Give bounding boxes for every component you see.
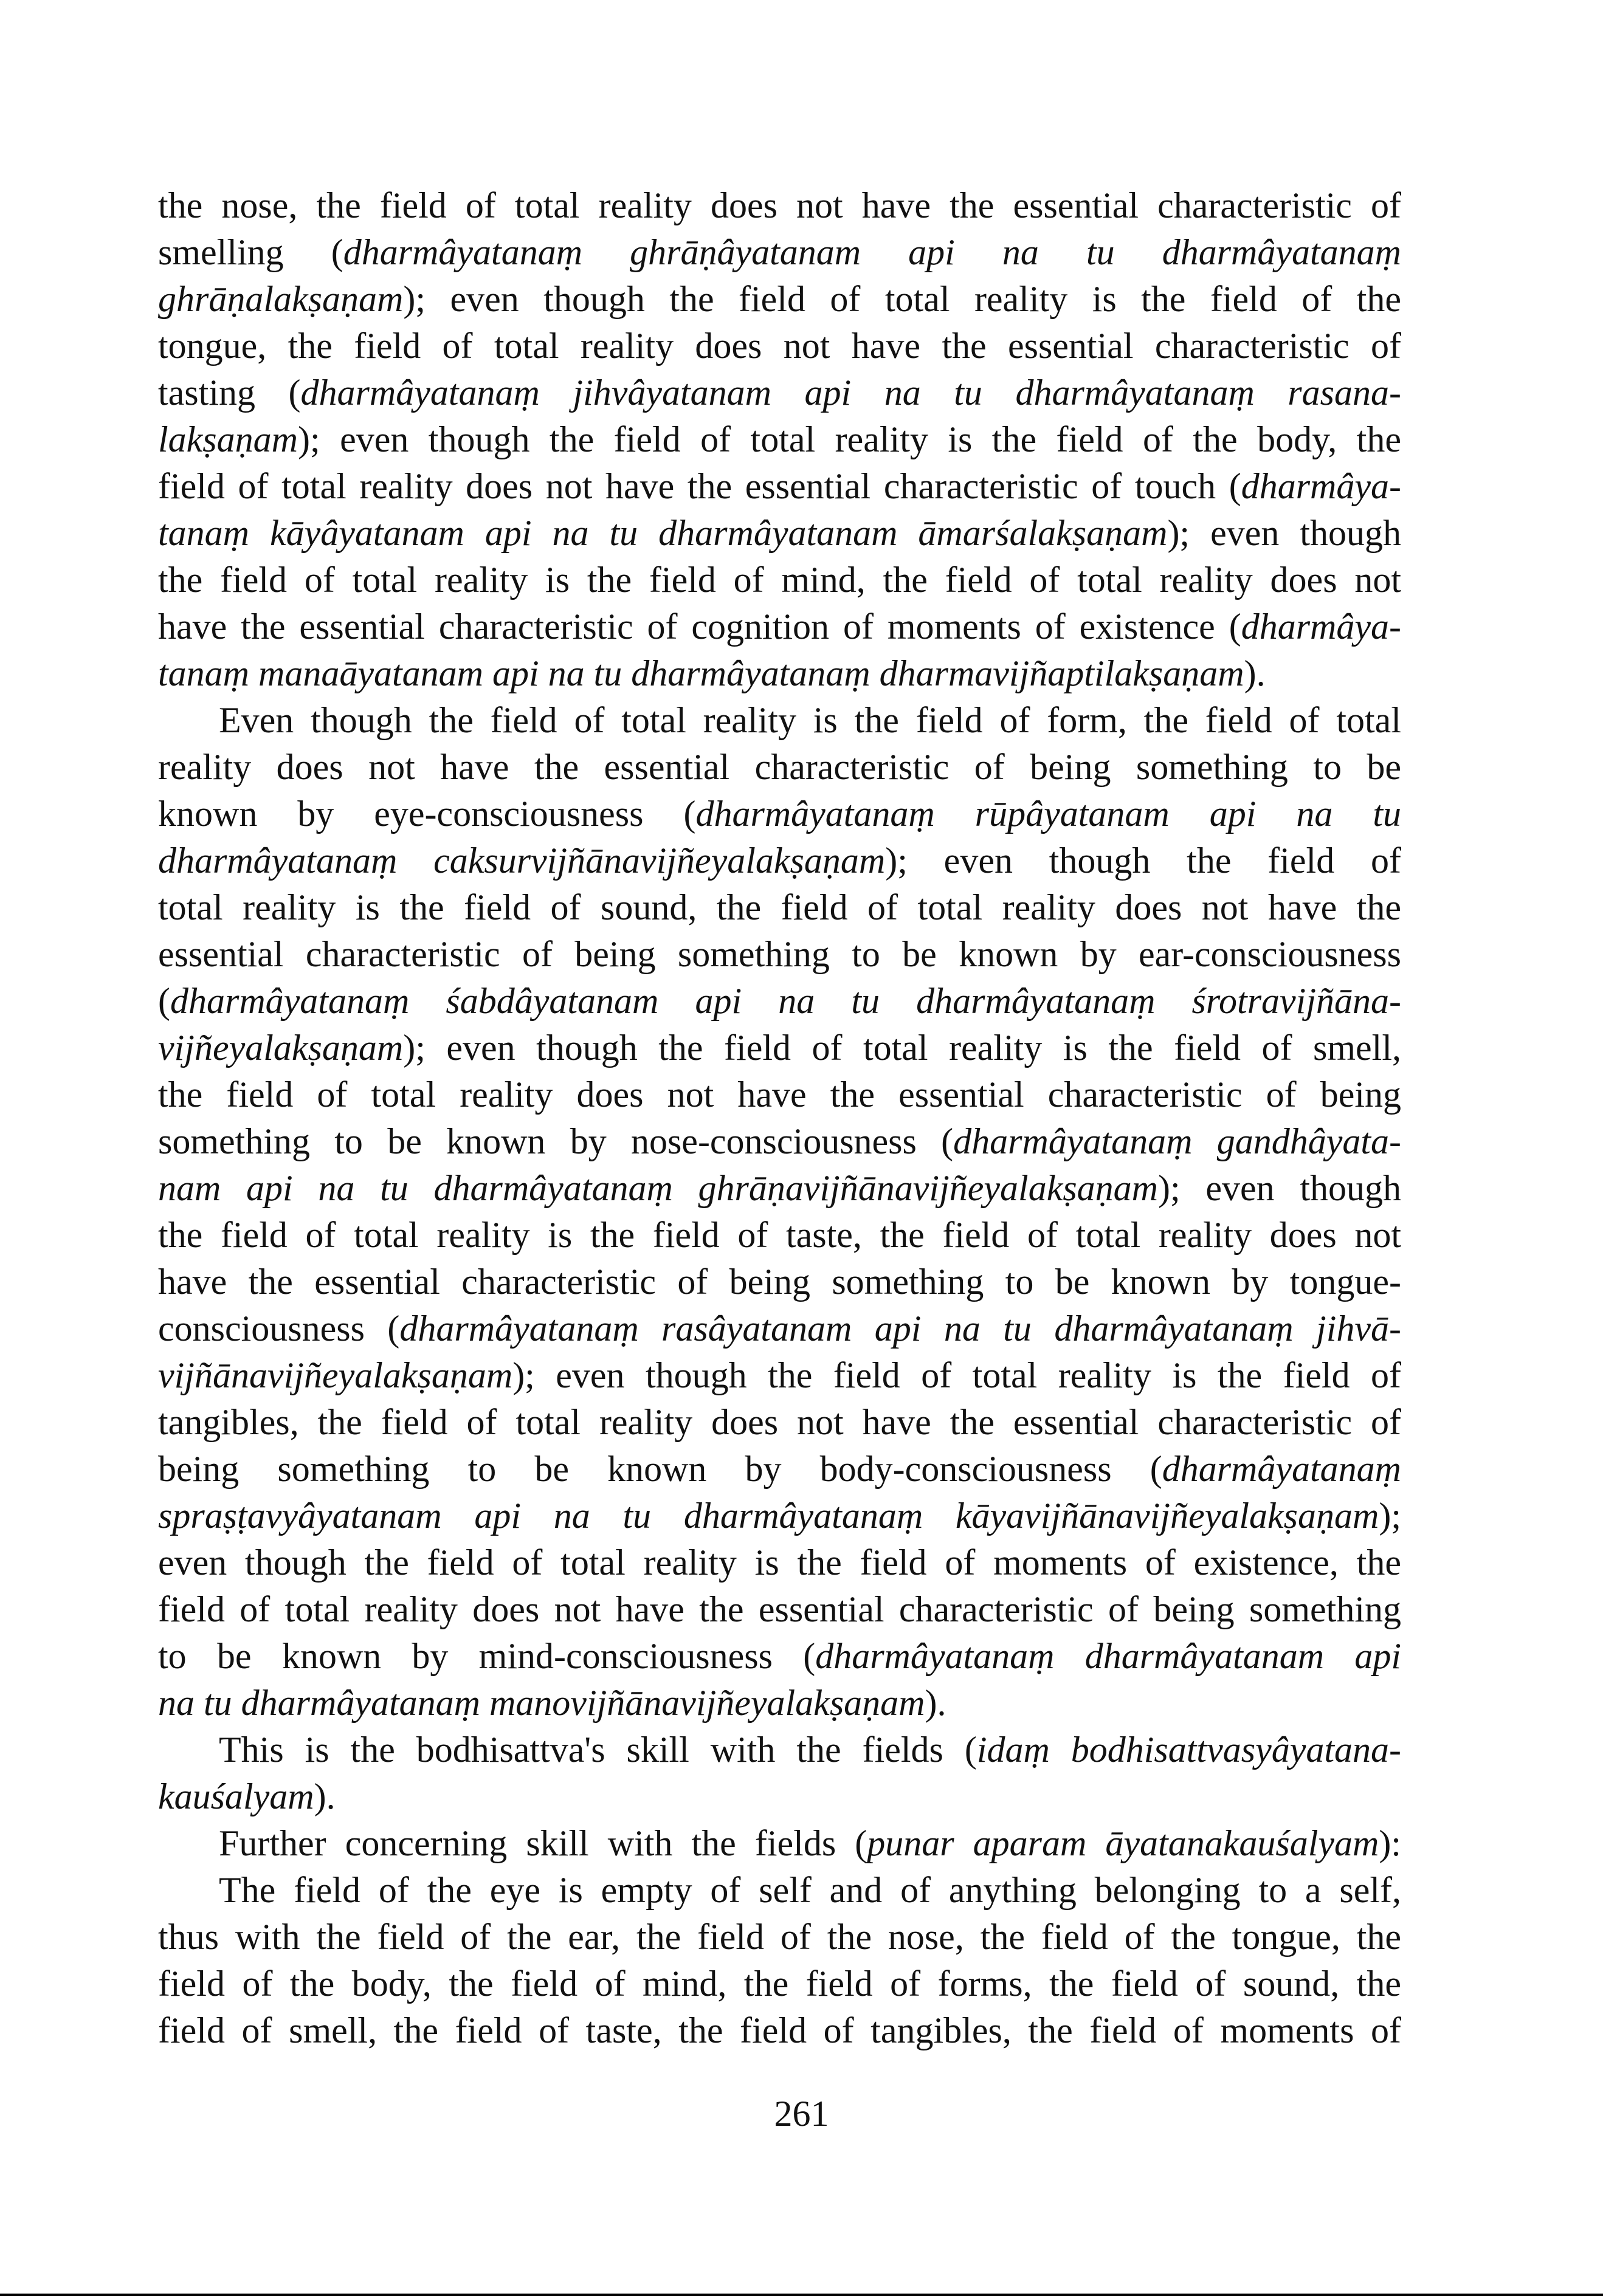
page-number: 261 [774, 2094, 829, 2134]
sanskrit-term: dharmâyatanaṃ jihvâyatanam api na tu dharmâyatanaṃ rasana- [300, 373, 1401, 413]
sanskrit-term: kauśalyam [158, 1776, 314, 1817]
text-line [158, 697, 1401, 744]
sanskrit-term: lakṣaṇam [158, 419, 298, 459]
sanskrit-term: dharmâyatanaṃ caksurvijñānavijñeyalakṣaṇam [158, 840, 886, 881]
text-line [158, 416, 1401, 463]
text-line [158, 1071, 1401, 1118]
sanskrit-term: dharmâyatanaṃ dharmâyatanam api [815, 1636, 1401, 1676]
sanskrit-term: spraṣṭavyâyatanam api na tu dharmâyatanaṃ kāyavijñānavijñeyalakṣaṇam [158, 1496, 1379, 1536]
text-line [158, 884, 1401, 931]
text-line [158, 1118, 1401, 1165]
text-run: tangibles, the field of total reality does not have the essential characteristic of [158, 1402, 1401, 1442]
sanskrit-term: idaṃ bodhisattvasyâyatana- [976, 1730, 1401, 1770]
text-run: have the essential characteristic of cognition of moments of existence ( [158, 607, 1241, 647]
sanskrit-term: dharmâyatanaṃ rasâyatanam api na tu dharmâyatanaṃ jihvā- [399, 1308, 1401, 1349]
sanskrit-term: dharmâyatanaṃ ghrāṇâyatanam api na tu dharmâyatanaṃ [343, 232, 1401, 272]
text-line [158, 276, 1401, 323]
text-line [158, 603, 1401, 650]
text-run: reality does not have the essential characteristic of being something to be [158, 747, 1401, 787]
sanskrit-term: vijñānavijñeyalakṣaṇam [158, 1355, 513, 1395]
text-line [158, 1820, 1401, 1867]
text-run: the field of total reality does not have the essential characteristic of being [158, 1074, 1401, 1115]
text-run: The field of the eye is empty of self and of anything belonging to a self, [219, 1870, 1401, 1910]
text-run: the field of total reality is the field of taste, the field of total reality does not [158, 1215, 1401, 1255]
text-run: something to be known by nose-consciousness ( [158, 1121, 954, 1161]
sanskrit-term: tanaṃ manaāyatanam api na tu dharmâyatanaṃ dharmavijñaptilakṣaṇam [158, 653, 1244, 693]
text-line [158, 1352, 1401, 1399]
text-line [158, 1914, 1401, 1961]
text-run: Further concerning skill with the fields ( [219, 1823, 867, 1863]
text-line [158, 1867, 1401, 1914]
text-run: thus with the field of the ear, the field of the nose, the field of the tongue, the [158, 1917, 1401, 1957]
text-line [158, 1961, 1401, 2007]
text-line [158, 837, 1401, 884]
text-run: ( [158, 981, 170, 1021]
text-line [158, 369, 1401, 416]
text-run: ). [1244, 653, 1266, 693]
text-line [158, 557, 1401, 603]
scan-bottom-edge [0, 2294, 1603, 2296]
text-run: ). [925, 1683, 946, 1723]
text-run: tongue, the field of total reality does not have the essential characteristic of [158, 326, 1401, 366]
text-line [158, 463, 1401, 510]
sanskrit-term: ghrāṇalakṣaṇam [158, 279, 404, 319]
text-line [158, 1539, 1401, 1586]
text-run: field of total reality does not have the essential characteristic of being something [158, 1589, 1401, 1629]
text-run: This is the bodhisattva's skill with the fields ( [219, 1730, 977, 1770]
text-line [158, 1212, 1401, 1259]
text-run: field of smell, the field of taste, the field of tangibles, the field of moments of [158, 2010, 1401, 2050]
text-run: even though the field of total reality is the field of moments of existence, the [158, 1542, 1401, 1583]
text-run: essential characteristic of being something to be known by ear-consciousness [158, 934, 1401, 974]
text-line [158, 1727, 1401, 1773]
text-run: ); [1379, 1496, 1401, 1536]
text-line [158, 978, 1401, 1025]
text-run: known by eye-consciousness ( [158, 794, 696, 834]
text-line [158, 2007, 1401, 2054]
text-run: ); even though [1167, 513, 1401, 553]
body-text [158, 182, 1401, 2054]
text-line [158, 510, 1401, 557]
text-line [158, 744, 1401, 791]
text-run: ); even though the field of [885, 840, 1401, 881]
text-run: smelling ( [158, 232, 343, 272]
text-run: have the essential characteristic of being something to be known by tongue- [158, 1262, 1401, 1302]
sanskrit-term: dharmâyatanaṃ gandhâyata- [953, 1121, 1402, 1161]
text-line [158, 1493, 1401, 1539]
text-run: field of the body, the field of mind, the field of forms, the field of sound, the [158, 1964, 1401, 2004]
text-line [158, 323, 1401, 369]
text-line [158, 229, 1401, 276]
text-run: ). [314, 1776, 336, 1817]
text-run: field of total reality does not have the essential characteristic of touch ( [158, 466, 1241, 506]
sanskrit-term: tanaṃ kāyâyatanam api na tu dharmâyatanam āmarśalakṣaṇam [158, 513, 1168, 553]
text-line [158, 1259, 1401, 1305]
text-line [158, 931, 1401, 978]
text-line [158, 1399, 1401, 1446]
text-run: total reality is the field of sound, the field of total reality does not have the [158, 887, 1401, 927]
text-line [158, 791, 1401, 837]
text-run: ); even though [1158, 1168, 1401, 1208]
text-line [158, 1446, 1401, 1493]
sanskrit-term: dharmâyatanaṃ [1162, 1449, 1401, 1489]
text-run: tasting ( [158, 373, 301, 413]
text-run: ); even though the field of total reality is the field of smell, [403, 1028, 1401, 1068]
text-line [158, 1680, 1401, 1727]
sanskrit-term: dharmâya- [1241, 607, 1401, 647]
sanskrit-term: punar aparam āyatanakauśalyam [867, 1823, 1379, 1863]
text-run: ): [1379, 1823, 1401, 1863]
text-line [158, 1773, 1401, 1820]
text-line [158, 182, 1401, 229]
sanskrit-term: na tu dharmâyatanaṃ manovijñānavijñeyalakṣaṇam [158, 1683, 925, 1723]
text-run: to be known by mind-consciousness ( [158, 1636, 816, 1676]
sanskrit-term: dharmâyatanaṃ rūpâyatanam api na tu [695, 794, 1401, 834]
text-run: ); even though the field of total reality is the field of the [403, 279, 1401, 319]
text-line [158, 1633, 1401, 1680]
sanskrit-term: dharmâyatanaṃ śabdâyatanam api na tu dharmâyatanaṃ śrotravijñāna- [170, 981, 1401, 1021]
text-run: ); even though the field of total reality is the field of [512, 1355, 1401, 1395]
text-line [158, 1025, 1401, 1071]
text-line [158, 1586, 1401, 1633]
text-run: the field of total reality is the field of mind, the field of total reality does not [158, 560, 1401, 600]
text-run: the nose, the field of total reality does not have the essential characteristic of [158, 185, 1401, 225]
text-run: being something to be known by body-consciousness ( [158, 1449, 1162, 1489]
text-run: consciousness ( [158, 1308, 400, 1349]
sanskrit-term: nam api na tu dharmâyatanaṃ ghrāṇavijñānavijñeyalakṣaṇam [158, 1168, 1159, 1208]
text-line [158, 1165, 1401, 1212]
sanskrit-term: vijñeyalakṣaṇam [158, 1028, 404, 1068]
sanskrit-term: dharmâya- [1241, 466, 1401, 506]
text-line [158, 1305, 1401, 1352]
text-line [158, 650, 1401, 697]
text-run: Even though the field of total reality is the field of form, the field of total [219, 700, 1401, 740]
text-run: ); even though the field of total reality is the field of the body, the [297, 419, 1401, 459]
